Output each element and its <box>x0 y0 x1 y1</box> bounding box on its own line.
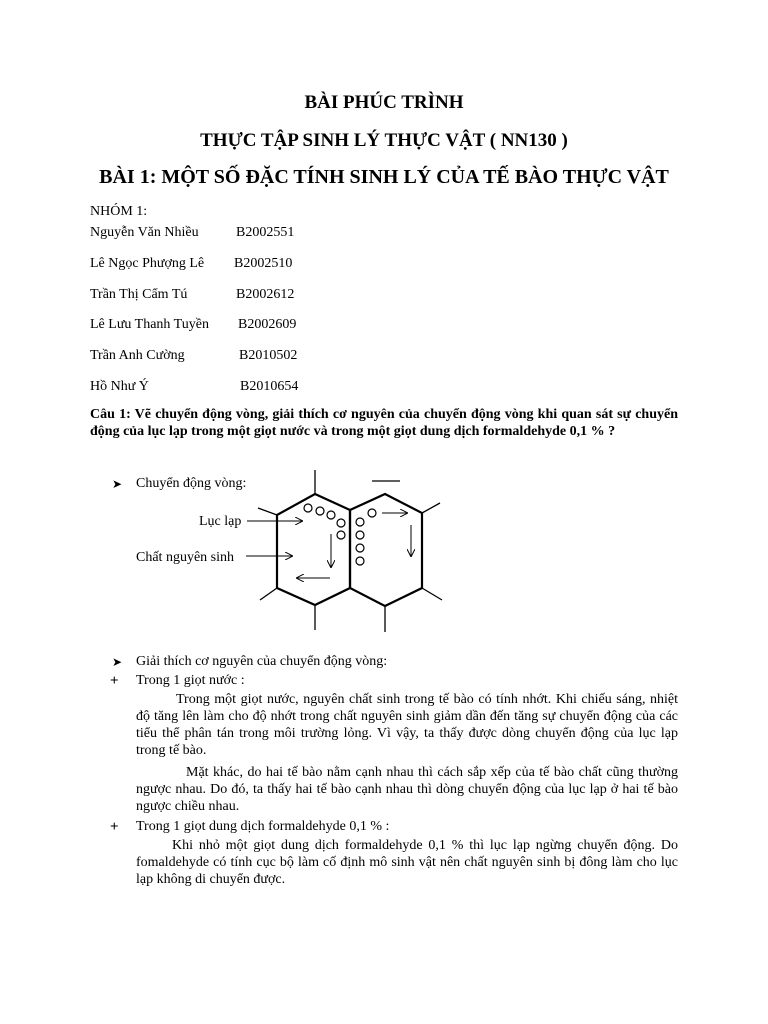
member-name: Lê Ngọc Phượng Lê <box>90 256 205 271</box>
member-id: B2002609 <box>238 317 297 332</box>
group-label: NHÓM 1: <box>90 204 148 219</box>
member-row <box>90 348 298 366</box>
arrow-bullet-icon: ➤ <box>112 477 123 491</box>
member-name: Hồ Như Ý <box>90 379 149 394</box>
member-name: Trần Anh Cường <box>90 348 185 363</box>
member-row <box>90 225 295 243</box>
member-name: Lê Lưu Thanh Tuyền <box>90 317 209 332</box>
water-heading: Trong 1 giọt nước : <box>136 673 245 688</box>
arrow-bullet-icon: ➤ <box>112 655 123 669</box>
water-paragraph-2: Mặt khác, do hai tế bào nằm cạnh nhau thì cách sắp xếp của tế bào chất cũng thường ngược nhau. Do đó, ta thấy hai tế bào cạnh nhau thì dòng chuyển động của lục lạp ở hai tế bào ngược chiều nhau. <box>136 765 678 814</box>
member-id: B2002510 <box>234 256 293 271</box>
course-title: THỰC TẬP SINH LÝ THỰC VẬT ( NN130 ) <box>200 130 568 151</box>
formaldehyde-paragraph: Khi nhỏ một giọt dung dịch formaldehyde 0,1 % thì lục lạp ngừng chuyển động. Do fomaldehyde có tính cục bộ làm cố định mô sinh vật nên chất nguyên sinh bị đông làm cho lục lạp không di chuyển được. <box>136 838 678 887</box>
water-paragraph-1: Trong một giọt nước, nguyên chất sinh trong tế bào có tính nhớt. Khi chiếu sáng, nhiệt độ tăng lên làm cho độ nhớt trong chất nguyên sinh giảm dần đến tăng sự chuyển động của các tiểu thể phân tán trong môi trường lỏng. Vì vậy, ta thấy được dòng chuyển động của lục lạp trong tế bào. <box>136 692 678 758</box>
report-title: BÀI PHÚC TRÌNH <box>304 92 464 113</box>
member-id: B2010502 <box>239 348 298 363</box>
member-row <box>90 287 295 305</box>
member-row <box>90 317 297 335</box>
plus-bullet-icon: + <box>110 673 119 689</box>
question-1: Câu 1: Vẽ chuyển động vòng, giải thích cơ nguyên của chuyển động vòng khi quan sát sự chuyển động của lục lạp trong một giọt nước và trong một giọt dung dịch formaldehyde 0,1 % ? <box>90 407 678 439</box>
member-row <box>90 256 293 274</box>
chloroplast-icon <box>304 504 376 565</box>
plus-bullet-icon: + <box>110 819 119 835</box>
left-cell <box>277 494 350 605</box>
member-id: B2010654 <box>240 379 299 394</box>
chloroplast-label: Lục lạp <box>199 514 242 529</box>
lesson-title: BÀI 1: MỘT SỐ ĐẶC TÍNH SINH LÝ CỦA TẾ BÀO THỰC VẬT <box>99 166 669 188</box>
explanation-heading: Giải thích cơ nguyên của chuyển động vòng: <box>136 654 388 669</box>
flow-arrows <box>246 513 411 578</box>
formaldehyde-heading: Trong 1 giọt dung dịch formaldehyde 0,1 % : <box>136 819 390 834</box>
member-name: Trần Thị Cẩm Tú <box>90 287 188 302</box>
member-id: B2002612 <box>236 287 295 302</box>
cell-cyclosis-diagram <box>120 470 480 640</box>
member-id: B2002551 <box>236 225 295 240</box>
protoplasm-label: Chất nguyên sinh <box>136 550 234 565</box>
member-name: Nguyễn Văn Nhiều <box>90 225 199 240</box>
member-row <box>90 379 299 397</box>
diagram-bullet-label: Chuyển động vòng: <box>136 476 247 491</box>
